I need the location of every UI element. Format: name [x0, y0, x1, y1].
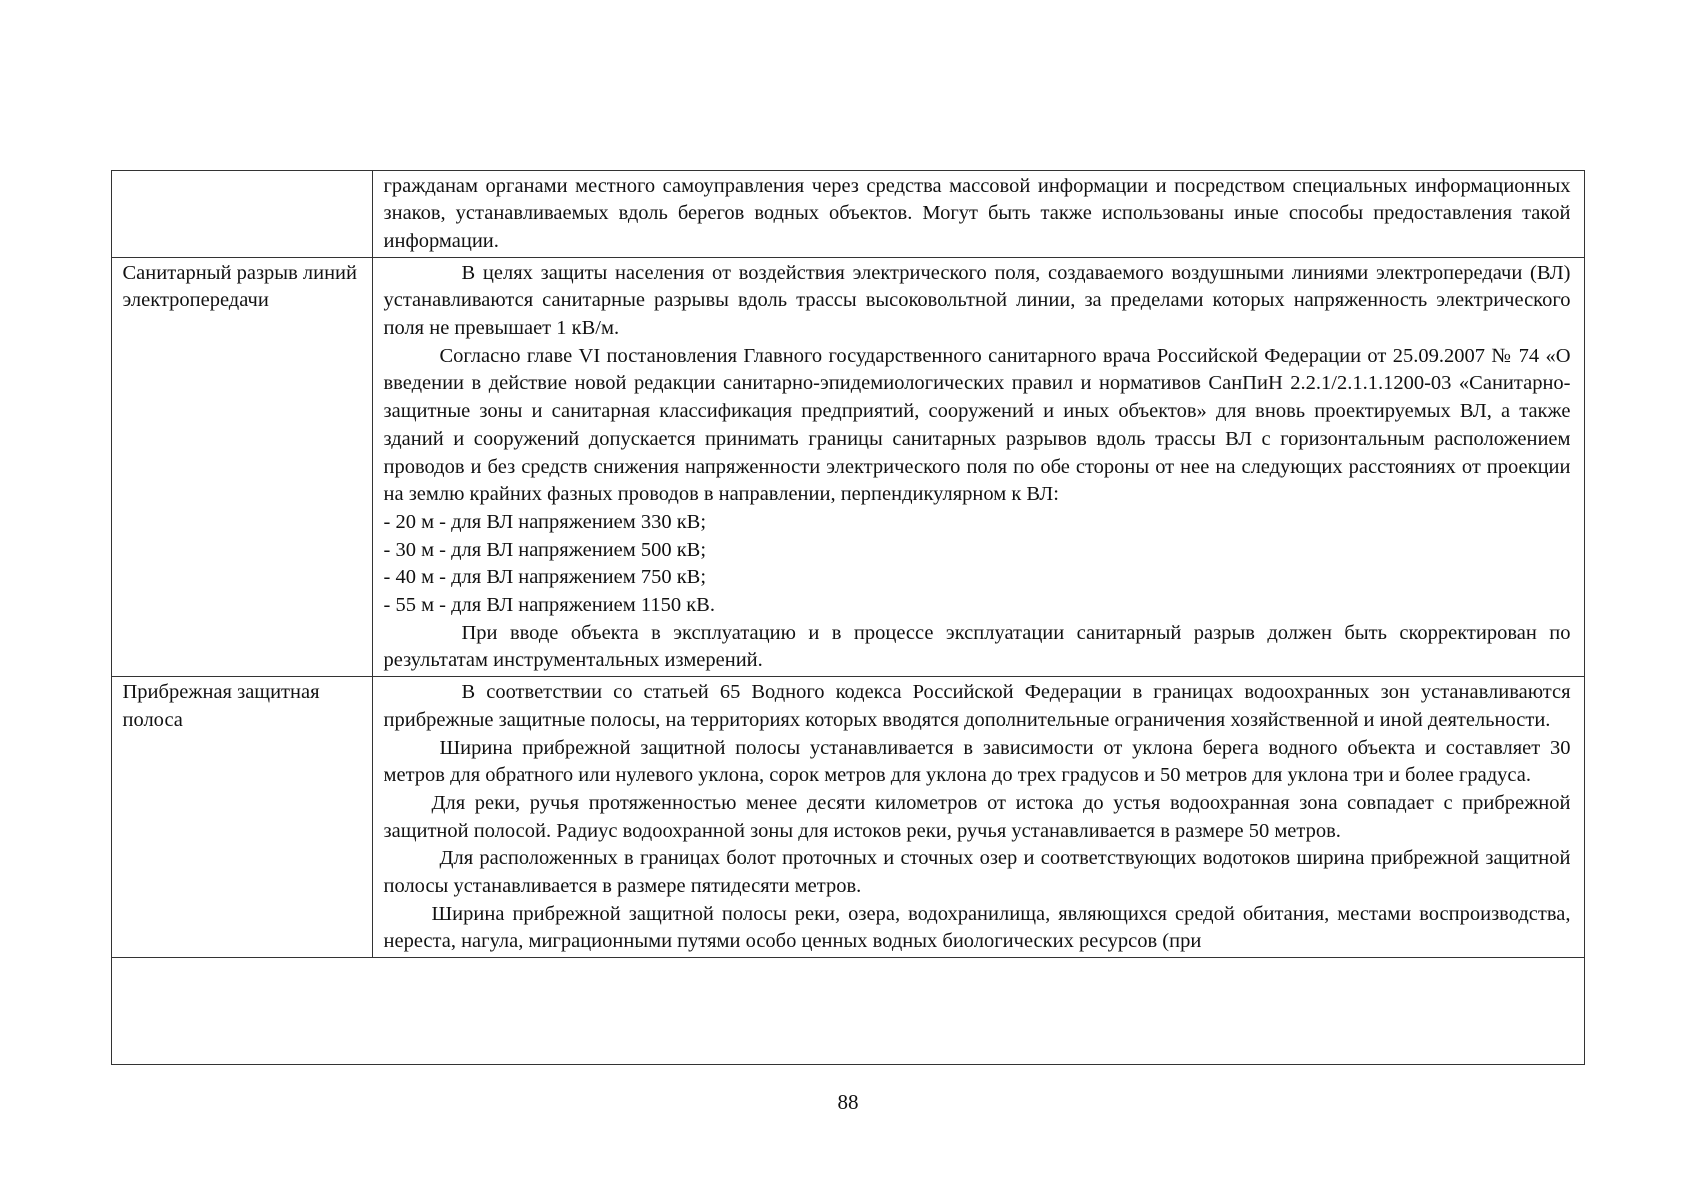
term-cell-power-line-gap: Санитарный разрыв линий электропередачи	[111, 257, 372, 677]
table-row	[111, 170, 1584, 257]
paragraph: Ширина прибрежной защитной полосы устанавливается в зависимости от уклона берега водного объекта и составляет 30 метров для обратного или нулевого уклона, сорок метров для уклона до трех градусов и 50 метров для уклона три и более градуса.	[383, 736, 1571, 787]
list-item: - 55 м - для ВЛ напряжением 1150 кВ.	[383, 594, 715, 617]
table-row	[111, 257, 1584, 677]
paragraph: В соответствии со статьей 65 Водного кодекса Российской Федерации в границах водоохранных зон устанавливаются прибрежные защитные полосы, на территориях которых вводятся дополнительные ограничения хозяйственной и иной деятельности.	[383, 681, 1571, 731]
list-item: - 20 м - для ВЛ напряжением 330 кВ;	[383, 510, 707, 533]
paragraph: При вводе объекта в эксплуатацию и в процессе эксплуатации санитарный разрыв должен быть скорректирован по результатам инструментальных измерений.	[383, 621, 1571, 672]
paragraph: гражданам органами местного самоуправления через средства массовой информации и посредством специальных информационных знаков, устанавливаемых вдоль берегов водных объектов. Могут быть также использованы иные способы предоставления такой информации.	[383, 174, 1571, 252]
list-item: - 40 м - для ВЛ напряжением 750 кВ;	[383, 566, 707, 589]
description-cell	[372, 257, 1584, 677]
description-cell	[372, 677, 1584, 958]
paragraph: Для расположенных в границах болот проточных и сточных озер и соответствующих водотоков ширина прибрежной защитной полосы устанавливается в размере пятидесяти метров.	[383, 847, 1571, 898]
description-cell	[372, 170, 1584, 257]
document-table-frame	[111, 170, 1585, 1065]
term-cell-empty	[111, 170, 372, 257]
paragraph: В целях защиты населения от воздействия электрического поля, создаваемого воздушными линиями электропередачи (ВЛ) устанавливаются санитарные разрывы вдоль трассы высоковольтной линии, за пределами которых напряженность электрического поля не превышает 1 кВ/м.	[383, 261, 1571, 340]
paragraph: Согласно главе VI постановления Главного государственного санитарного врача Российской Федерации от 25.09.2007 № 74 «О введении в действие новой редакции санитарно-эпидемиологических правил и нормативов СанПиН 2.2.1/2.1.1.1200-03 «Санитарно-защитные зоны и санитарная классификация предприятий, сооружений и иных объектов» для вновь проектируемых ВЛ, а также зданий и сооружений допускается принимать границы санитарных разрывов вдоль трассы ВЛ с горизонтальным расположением проводов и без средств снижения напряженности электрического поля по обе стороны от нее на следующих расстояниях от проекции на землю крайних фазных проводов в направлении, перпендикулярном к ВЛ:	[383, 344, 1571, 506]
table-row	[111, 677, 1584, 958]
paragraph: Ширина прибрежной защитной полосы реки, озера, водохранилища, являющихся средой обитания, местами воспроизводства, нереста, нагула, миграционными путями особо ценных водных биологических ресурсов (при	[383, 902, 1571, 953]
document-table	[111, 170, 1585, 958]
list-item: - 30 м - для ВЛ напряжением 500 кВ;	[383, 538, 707, 561]
paragraph: Для реки, ручья протяженностью менее десяти километров от истока до устья водоохранная зона совпадает с прибрежной защитной полосой. Радиус водоохранной зоны для истоков реки, ручья устанавливается в размере 50 метров.	[383, 791, 1571, 842]
term-cell-coastal-strip: Прибрежная защитная полоса	[111, 677, 372, 958]
page-number: 88	[837, 1090, 859, 1114]
